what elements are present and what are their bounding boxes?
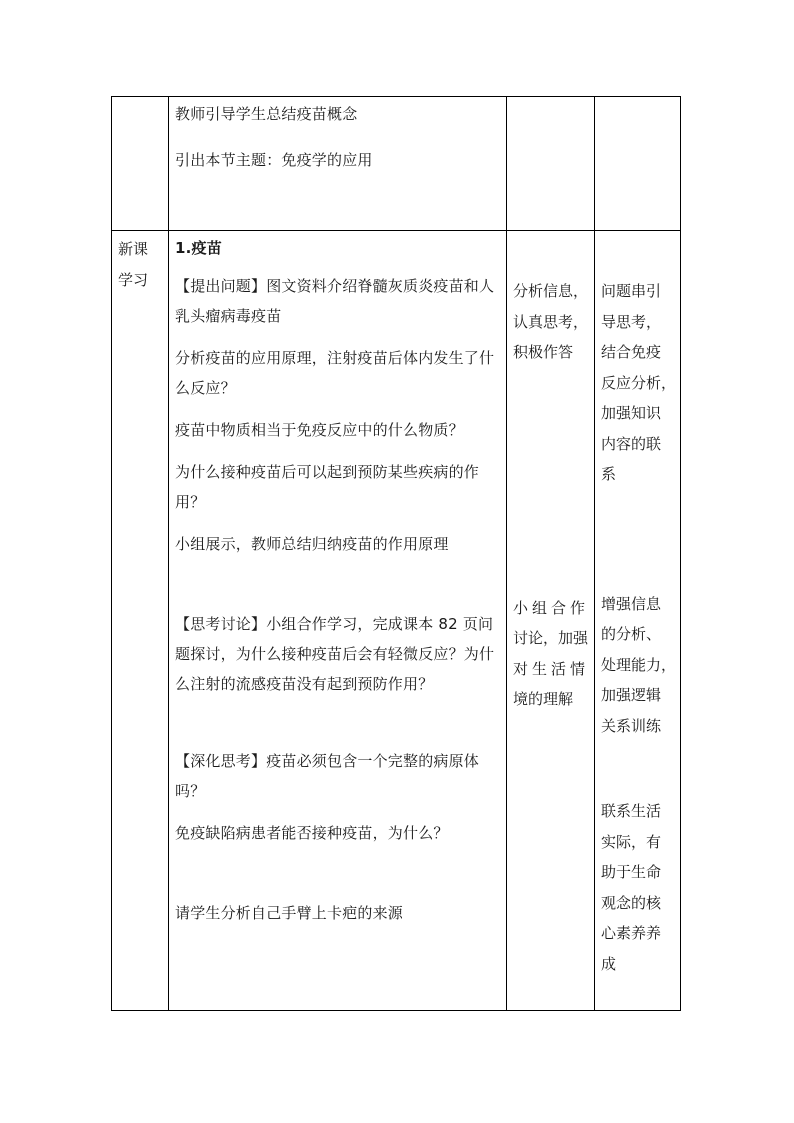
design-intent-line: 结合免疫 [601,343,662,361]
design-intent-line: 的分析、 [601,625,662,643]
paragraph: 分析疫苗的应用原理，注射疫苗后体内发生了什么反应？ [175,349,495,397]
paragraph: 为什么接种疫苗后可以起到预防某些疾病的作用？ [175,463,480,511]
student-activity-line: 小组合作 [513,598,590,617]
design-intent-line: 导思考， [601,312,662,331]
table-cell-design-intent [595,97,681,231]
student-activity-line: 对生活情 [513,659,590,678]
design-intent-line: 心素养养 [601,924,662,942]
stage-label: 新课 [118,240,149,258]
student-activity-line: 讨论，加强 [513,629,589,647]
table-cell-stage [112,231,169,1011]
student-activity-line: 分析信息， [513,282,589,300]
stage-label: 学习 [118,270,149,289]
student-activity-line: 境的理解 [513,690,574,708]
table-row [112,231,681,1011]
paragraph: 疫苗中物质相当于免疫反应中的什么物质？ [175,421,464,439]
design-intent-line: 内容的联 [601,434,662,453]
table-cell-teacher-activity [169,97,507,231]
paragraph: 【思考讨论】小组合作学习，完成课本 82 页问题探讨，为什么接种疫苗后会有轻微反应？为什么注射的流感疫苗没有起到预防作用？ [175,615,495,693]
design-intent-line: 观念的核 [601,893,662,912]
paragraph: 请学生分析自己手臂上卡疤的来源 [175,904,404,922]
lesson-plan-table [111,96,681,1011]
design-intent-line: 问题串引 [601,282,662,300]
student-activity-line: 认真思考， [513,312,589,331]
design-intent-line: 实际，有 [601,832,662,851]
table-row [112,97,681,231]
design-intent-line: 反应分析， [601,373,677,392]
table-cell-teacher-activity [169,231,507,1011]
design-intent-line: 加强知识 [601,404,662,422]
design-intent-line: 加强逻辑 [601,686,662,704]
table-cell-student-activity [507,231,595,1011]
design-intent-line: 增强信息 [601,594,662,613]
design-intent-line: 成 [601,954,617,973]
paragraph: 免疫缺陷病患者能否接种疫苗，为什么？ [175,824,449,842]
table-cell-design-intent [595,231,681,1011]
paragraph: 【提出问题】图文资料介绍脊髓灰质炎疫苗和人乳头瘤病毒疫苗 [175,277,495,325]
design-intent-line: 关系训练 [601,716,662,735]
design-intent-line: 联系生活 [601,802,662,820]
paragraph: 【深化思考】疫苗必须包含一个完整的病原体吗？ [175,752,480,800]
design-intent-line: 助于生命 [601,863,662,881]
paragraph: 引出本节主题：免疫学的应用 [175,151,373,169]
paragraph: 小组展示，教师总结归纳疫苗的作用原理 [175,535,449,553]
section-heading: 1.疫苗 [175,239,222,257]
table-cell-stage [112,97,169,231]
paragraph: 教师引导学生总结疫苗概念 [175,105,358,123]
design-intent-line: 处理能力， [601,655,677,674]
student-activity-line: 积极作答 [513,343,574,361]
design-intent-line: 系 [601,465,617,483]
table-cell-student-activity [507,97,595,231]
